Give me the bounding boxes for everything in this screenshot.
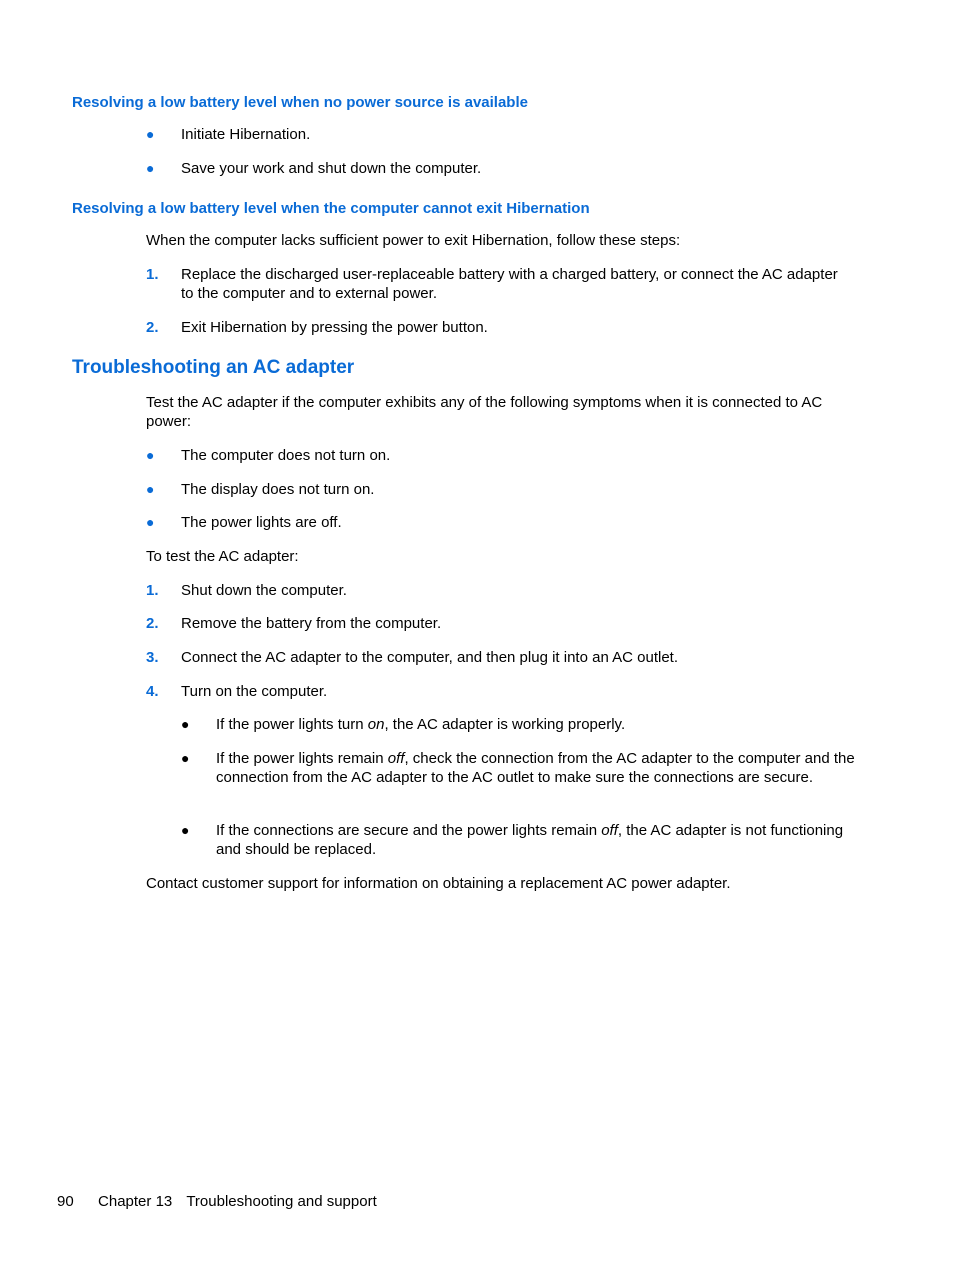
sub-list-item-text: , check the connection from the AC adapter to the computer and the connection from the AC adapter to the AC outlet to make sure the connections are secure. — [216, 750, 855, 786]
step-text: Shut down the computer. — [181, 582, 347, 599]
sub-list-item-text: , the AC adapter is not functioning and should be replaced. — [216, 822, 844, 858]
sub-list-item-text: If the power lights turn — [216, 716, 368, 733]
step-text: Replace the discharged user-replaceable battery with a charged battery, or connect the AC adapter to the computer and to external power. — [181, 266, 838, 302]
bullet-icon: ● — [181, 750, 190, 766]
step-number: 2. — [146, 319, 159, 336]
heading-troubleshooting-ac-adapter: Troubleshooting an AC adapter — [72, 357, 355, 378]
bullet-icon: ● — [181, 822, 190, 838]
step-number: 1. — [146, 582, 159, 599]
paragraph-intro: Test the AC adapter if the computer exhibits any of the following symptoms when it is connected to AC power: — [146, 394, 823, 430]
list-item: Initiate Hibernation. — [181, 126, 311, 143]
step-text: Remove the battery from the computer. — [181, 615, 442, 632]
bullet-icon: ● — [146, 126, 155, 142]
heading-low-battery-no-power: Resolving a low battery level when no power source is available — [72, 94, 528, 111]
bullet-icon: ● — [181, 716, 190, 732]
step-text: Exit Hibernation by pressing the power button. — [181, 319, 488, 336]
sub-list-item — [216, 715, 866, 734]
paragraph-intro: When the computer lacks sufficient power to exit Hibernation, follow these steps: — [146, 232, 681, 249]
sub-list-item — [216, 749, 866, 787]
heading-low-battery-hibernation: Resolving a low battery level when the computer cannot exit Hibernation — [72, 200, 590, 217]
sub-list-item-text: If the connections are secure and the power lights remain — [216, 822, 602, 839]
page-number: 90 — [57, 1193, 74, 1210]
sub-list-item-text: , the AC adapter is working properly. — [384, 716, 626, 733]
step-text: Turn on the computer. — [181, 683, 328, 700]
bullet-icon: ● — [146, 447, 155, 463]
list-item: The computer does not turn on. — [181, 447, 391, 464]
emphasis: off — [601, 822, 618, 839]
list-item: The power lights are off. — [181, 514, 342, 531]
step-number: 1. — [146, 266, 159, 283]
step-text: Connect the AC adapter to the computer, and then plug it into an AC outlet. — [181, 649, 678, 666]
bullet-icon: ● — [146, 481, 155, 497]
chapter-title: Troubleshooting and support — [186, 1193, 377, 1210]
emphasis: off — [387, 750, 405, 767]
bullet-icon: ● — [146, 514, 155, 530]
list-item: Save your work and shut down the computer. — [181, 160, 482, 177]
chapter-label: Chapter 13 — [98, 1193, 173, 1210]
sub-list-item — [216, 821, 856, 859]
paragraph-closing: Contact customer support for information on obtaining a replacement AC power adapter. — [146, 875, 731, 892]
list-item: The display does not turn on. — [181, 481, 375, 498]
bullet-icon: ● — [146, 160, 155, 176]
paragraph-test-intro: To test the AC adapter: — [146, 548, 299, 565]
emphasis: on — [367, 716, 385, 733]
step-number: 4. — [146, 683, 159, 700]
step-number: 2. — [146, 615, 159, 632]
step-number: 3. — [146, 649, 159, 666]
page-footer — [57, 1192, 377, 1211]
sub-list-item-text: If the power lights remain — [216, 750, 388, 767]
